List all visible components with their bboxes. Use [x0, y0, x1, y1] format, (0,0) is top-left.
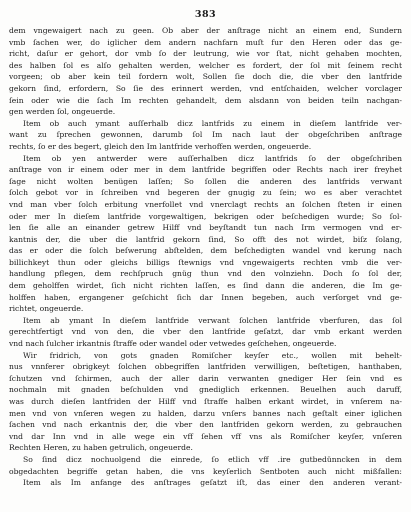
text-line: Item ab ymant In dieſem lantfride verwant ſolchen lantfride vberfuren, das ſol [23, 315, 402, 325]
text-line: ſein oder wie die ſach Im rechten gehandelt, dem alsdann von beiden teiln nachgan- [9, 95, 402, 105]
text-line: vnd dar Inn vnd in alle wege ein vff ſehen vff vns als Romiſcher keyſer, vnſeren [9, 431, 402, 441]
text-line: dem vngewaigert nach zu geen. Ob aber der anſtrage nicht an einem end, Sundern [9, 26, 402, 35]
text-line: was durch dieſen lantfriden der Hilff vnd ſtraffe halben erkant wirdet, in vnſerem na- [9, 397, 402, 406]
text-line: Item ob yen antwerder were auſſerhalben dicz lantfrids ſo der obgeſchriben [23, 153, 402, 163]
text-line: dem geholffen wirdet, ſich nicht richten laſſen, es ſind dann die anderen, die Im ge- [9, 281, 402, 291]
text-line: want zu ſprechen gewonnen, darumb ſol Im nach laut der obgeſchriben anſtrage [9, 130, 402, 140]
text-line: des halben ſol es alſo gehalten werden, welcher es fordert, der ſol mit ſeinem recht [9, 60, 402, 70]
text-line: vorgeen; ob aber kein teil fordern wolt, Sollen ſie doch die, die vber den lantfride [9, 72, 402, 82]
text-line: Rechten Heren, zu haben getrulich, ongeuerde. [9, 443, 193, 453]
text-line: ſachen vnd nach erkantnis der, die vber den lantfriden gekorn werden, zu gebrauchen [9, 420, 402, 430]
text-line: anſtrage von ir einem oder mer in dem lantfride begriffen oder Rechts nach irer freyhet [9, 165, 402, 175]
text-line: holffen haben, ergangener geſchicht ſich dar Innen begeben, auch verſorget vnd ge- [9, 292, 402, 302]
text-line: nus vnnferer obrigkeyt ſolchen obbegriffen lantfriden verwilligen, beſtetigen, hanthaben, [9, 362, 402, 372]
text-line: len ſie alle an einander getrew Hilff vnd beyſtandt tun nach Irm vermogen vnd er- [9, 223, 402, 233]
body-text [9, 25, 402, 489]
text-line: gen werden ſol, ongeuerde. [9, 107, 116, 117]
text-line: vmb ſachen wer, do iglicher dem andern nachfarn muſt fur den Heren oder das ge- [9, 37, 402, 47]
text-line: vnd nach ſulcher irkantnis ſtraffe oder wandel oder vetwedes geſchehen, ongeuerde. [9, 339, 337, 349]
text-line: oder mer In dieſem lantfride vorgewaltigen, bekrigen oder beſchedigen wurde; So ſol- [9, 211, 402, 221]
text-line: Wir fridrich, von gots gnaden Romiſcher keyſer etc., wollen mit behelt- [23, 350, 402, 360]
text-line: nochmaln mit gnaden beſchulden vnd gnediglich erkennen. Beuelhen auch daruff, [9, 385, 402, 395]
text-line: obgedachten begriffe getan haben, die vns keyſerlich Sentboten auch nicht mißfallen: [9, 466, 402, 476]
text-line: das er oder die ſolch beſwerung abſtelden, dem beſchedigten wandel vnd kerung nach [9, 246, 402, 256]
text-line: gerechtfertigt vnd von den, die vber den lantfride geſatzt, dar vmb erkant werden [9, 327, 402, 337]
text-line: gekorn ſind, erfordern, So ſie des erinnert werden, vnd entſchaiden, welcher vorclager [9, 83, 402, 93]
text-line: richt, daſur er gehort, dor vmb ſo der leutrung, wie vor ſtat, nicht gehaben mochten, [9, 49, 402, 59]
text-line: handlung pflegen, dem rechſpruch gnüg thun vnd den volnziehn. Doch ſo ſol der, [9, 269, 402, 279]
text-line: ſage nicht wolten benügen laſſen; So ſollen die anderen des lantfrids verwant [9, 176, 402, 186]
text-line: men vnd von vnſeren wegen zu halden, darzu vnſers bannes nach geſtalt einer iglichen [9, 408, 402, 418]
text-line: richtet, ongeuerde. [9, 304, 84, 314]
text-line: kantnis der, die uber die lantfrid gekorn ſind, So offt des not wirdet, biſz ſolang, [9, 234, 402, 244]
page-number: 383 [194, 9, 217, 20]
text-line: vnd man vber ſolch erbitung vnerfollet vnd vnerclagt rechts an ſolchen ſteten ir einen [9, 199, 402, 209]
text-line: billichkeyt thun oder gleichs billigs ſtewnigs vnd vngewaigerts rechten vmb die ver- [9, 257, 402, 267]
text-line: So ſind dicz nochuolgend die einrede, ſo etlich vff .ire gutbedünncken in dem [23, 454, 402, 464]
text-line: rechts, ſo er des begert, gleich den Im lantfride verhoffen werden, ongeuerde. [9, 141, 312, 151]
text-line: ſchutzen vnd ſchirmen, auch der aller darin verwanten gnediger Her ſein vnd es [9, 373, 402, 383]
text-line: Item ob auch ymant auſſerhalb dicz lantfrids zu einem in dieſem lantfride ver- [23, 118, 402, 128]
text-line: ſolch gebot vor in ſchreiben vnd begeren der gnugig zu ſein; wo es aber verachtet [9, 188, 402, 198]
text-line: Item als Im anfange des anſtrages geſatzt iſt, das einer den anderen verant- [23, 478, 402, 488]
